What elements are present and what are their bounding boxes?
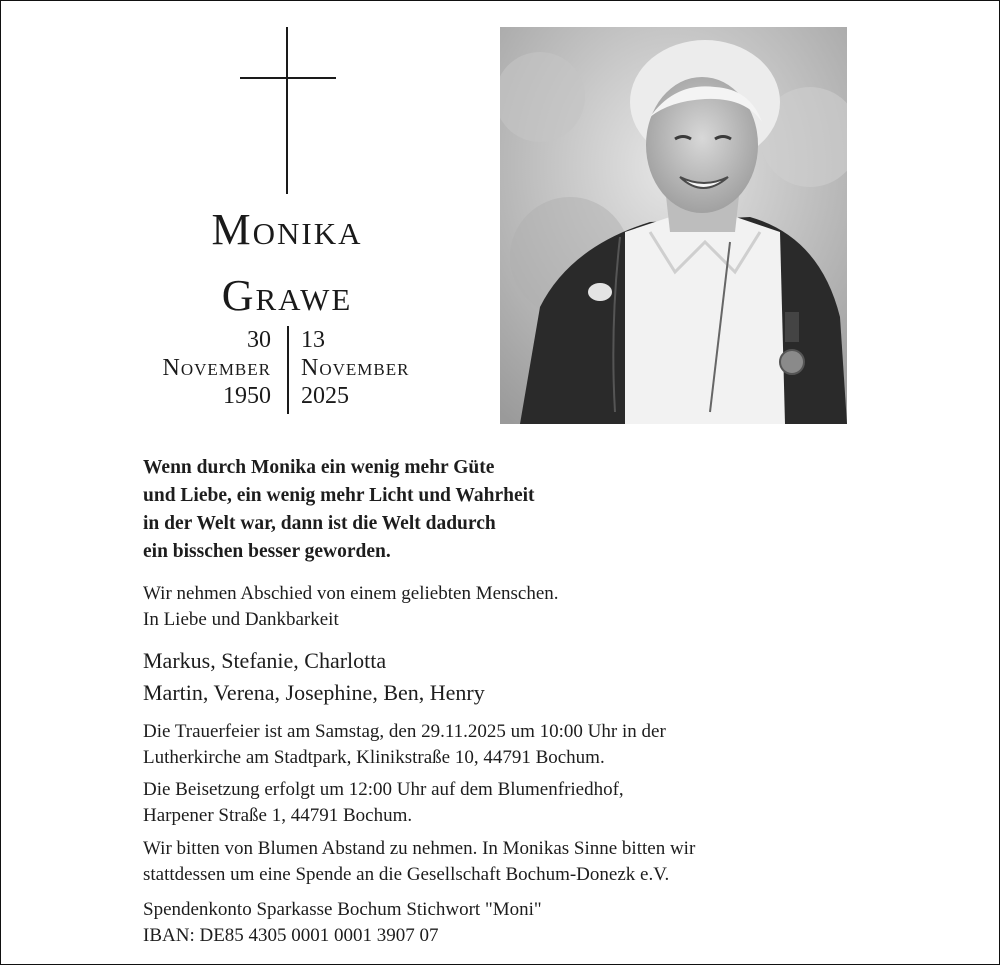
flowers-line: stattdessen um eine Spende an die Gesellschaft Bochum-Donezk e.V. <box>143 864 670 885</box>
motto-line: und Liebe, ein wenig mehr Licht und Wahrheit <box>143 485 535 506</box>
family-line: Markus, Stefanie, Charlotta <box>143 648 387 673</box>
flowers-info <box>143 836 883 888</box>
donation-line: IBAN: DE85 4305 0001 0001 3907 07 <box>143 925 439 946</box>
funeral-line: Die Trauerfeier ist am Samstag, den 29.11.2025 um 10:00 Uhr in der <box>143 721 666 742</box>
farewell-line: Wir nehmen Abschied von einem geliebten Menschen. <box>143 583 559 604</box>
death-day: 13 <box>301 327 325 353</box>
life-dates <box>121 326 461 414</box>
motto-line: in der Welt war, dann ist die Welt dadurch <box>143 513 496 534</box>
family-names <box>143 645 883 709</box>
birth-date <box>163 326 271 410</box>
birth-day: 30 <box>247 327 271 353</box>
family-line: Martin, Verena, Josephine, Ben, Henry <box>143 680 485 705</box>
funeral-info <box>143 719 883 771</box>
portrait-photo <box>500 27 847 424</box>
motto-text <box>143 454 883 566</box>
date-divider <box>287 326 289 414</box>
birth-year: 1950 <box>223 383 271 409</box>
death-year: 2025 <box>301 383 349 409</box>
cross-icon-bar <box>240 77 336 79</box>
birth-month: November <box>162 355 271 381</box>
motto-line: ein bisschen besser geworden. <box>143 541 391 562</box>
cross-icon <box>286 27 288 194</box>
farewell-line: In Liebe und Dankbarkeit <box>143 609 339 630</box>
donation-line: Spendenkonto Sparkasse Bochum Stichwort "Moni" <box>143 899 542 920</box>
burial-info <box>143 777 883 829</box>
last-name: Grawe <box>221 271 353 320</box>
donation-info <box>143 897 883 949</box>
death-month: November <box>301 355 410 381</box>
burial-line: Harpener Straße 1, 44791 Bochum. <box>143 805 413 826</box>
flowers-line: Wir bitten von Blumen Abstand zu nehmen. In Monikas Sinne bitten wir <box>143 838 696 859</box>
first-name: Monika <box>211 205 363 254</box>
farewell-text <box>143 581 883 633</box>
motto-line: Wenn durch Monika ein wenig mehr Güte <box>143 457 495 478</box>
funeral-line: Lutherkirche am Stadtpark, Klinikstraße 10, 44791 Bochum. <box>143 747 605 768</box>
burial-line: Die Beisetzung erfolgt um 12:00 Uhr auf dem Blumenfriedhof, <box>143 779 624 800</box>
death-date <box>301 326 409 410</box>
